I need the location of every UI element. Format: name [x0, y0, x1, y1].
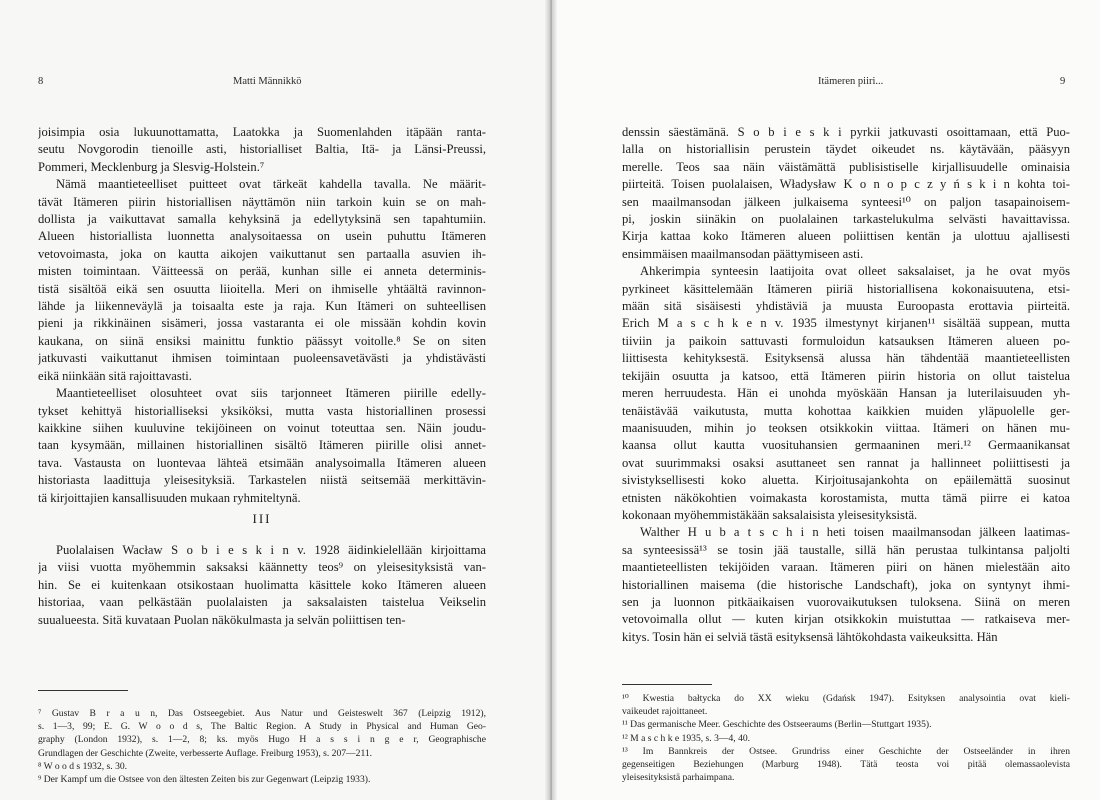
text-line: sen maailmansodan jälkeen julkaisema synteesi¹⁰ on paljon tasapainoisem- [622, 194, 1070, 209]
text-line: Pommeri, Mecklenburg ja Slesvig-Holstein.⁷ [38, 159, 265, 174]
footnote-line: ¹⁰ Kwestia bałtycka do XX wieku (Gdańsk 1947). Esityksen analysointia ovat kieli- [622, 693, 1070, 704]
footnote-rule [622, 684, 712, 685]
text-line: Nämä maantieteelliset puitteet ovat tärkeät kahdella tavalla. Ne määrit- [56, 177, 486, 192]
footnote-line: graphy (London 1932), s. 1—2, 8; ks. myös Hugo H a s s i n g e r, Geographische [38, 734, 486, 746]
footnote [38, 707, 486, 760]
text-line: misten toimintaan. Väitteessä on perää, kunhan sille ei anneta determinis- [38, 264, 486, 279]
text-line: denssin säestämänä. S o b i e s k i pyrkii jatkuvasti osoittamaan, että Puo- [622, 125, 1070, 139]
text-line: sen ja luonnon pitkäaikaisen vuorovaikutuksen tuloksena. Siinä on meren [622, 594, 1070, 609]
text-line: joisimpia osia lukuunottamatta, Laatokka ja Suomenlahden itäpään ranta- [38, 125, 486, 139]
text-line: maanisuuden, mihin jo teoksen otsikkokin viittaa. Itämeri on hänen mu- [622, 420, 1070, 435]
text-line: pi, joskin siinäkin on puolalainen tarkastelukulma selvästi havaittavissa. [622, 212, 1070, 227]
footnote [38, 760, 486, 773]
section-heading: III [252, 511, 272, 526]
text-line: vetovoimalla ollut — kuten kirjan otsikkokin muistuttaa — ratkaiseva mer- [622, 612, 1070, 627]
text-line: mään sitä sisäisesti yhdistäviä ja muusta Euroopasta erottavia piirteitä. [622, 299, 1070, 314]
footnote-line: yleisesityksistä parhaimpana. [622, 772, 735, 784]
footnote-line: Grundlagen der Geschichte (Zweite, verbesserte Auflage. Freiburg 1953), s. 207—211. [38, 747, 373, 759]
footnote-line: ¹¹ Das germanische Meer. Geschichte des Ostseeraums (Berlin—Stuttgart 1935). [622, 719, 932, 731]
footnote-rule [38, 690, 128, 691]
text-line: jatkuvasti vaikuttanut ihmisen toimintaan puoleensavetävästi ja yhdistävästi [38, 351, 486, 366]
text-line: piirteitä. Toisen puolalaisen, Władysław K o n o p c z y ń s k i n kohta toi- [622, 177, 1070, 192]
text-line: Erich M a s c h k e n v. 1935 ilmestynyt kirjanen¹¹ sisältää suppean, mutta [622, 316, 1070, 331]
text-line: tävät Itämeren piirin historiallisen näyttämön niin tarkoin kuin se on mah- [38, 194, 486, 209]
paragraph [38, 124, 486, 176]
book-gutter [545, 0, 557, 800]
footnote-line: vaikeudet rajoittaneet. [622, 706, 708, 718]
running-head: Itämeren piiri... [818, 76, 884, 87]
footnote-line: ⁷ Gustav B r a u n, Das Ostseegebiet. Aus Natur und Geisteswelt 367 (Leipzig 1912), [38, 708, 486, 719]
footnotes [622, 692, 1070, 784]
footnote [622, 692, 1070, 718]
text-line: kaukana, on siinä ensiksi mainittu funktio päässyt voitolle.⁸ Se on siten [38, 333, 486, 348]
page-number: 9 [1060, 76, 1066, 87]
text-line: ensimmäisen maailmansodan päättymiseen asti. [622, 246, 864, 261]
footnote-line: ⁹ Der Kampf um die Ostsee von den ältesten Zeiten bis zur Gegenwart (Leipzig 1933). [38, 774, 371, 786]
page-number: 8 [38, 76, 44, 87]
text-line: etnisten näkökohtien voimakasta korostamista, mutta tämä piirre ei katoa [622, 490, 1070, 505]
footnote [622, 732, 1070, 745]
text-line: seutu Novgorodin tienoille asti, historialliset Baltia, Itä- ja Länsi-Preussi, [38, 142, 486, 157]
text-line: kaikkine siihen kuuluvine tekijöineen on voinut toteuttaa sen. Näin joudu- [38, 420, 486, 435]
text-line: Maantieteelliset olosuhteet ovat siis tarjonneet Itämeren piirille edelly- [56, 386, 486, 401]
text-line: lalla on historiallisin perustein täydet oikeudet ns. käytävään, pääsyyn [622, 142, 1070, 157]
text-line: suualueesta. Sitä kuvataan Puolan näkökulmasta ja selvän poliittisen ten- [38, 612, 406, 627]
footnote-line: ¹² M a s c h k e 1935, s. 3—4, 40. [622, 732, 751, 744]
text-line: tykset kehittyä historialliseksi yksiköksi, mutta vasta historiallinen prosessi [38, 403, 486, 418]
footnote-line: ⁸ W o o d s 1932, s. 30. [38, 760, 128, 772]
footnote [622, 718, 1070, 731]
text-line: tava. Vastausta on luontevaa lähteä etsimään analysoimalla Itämeren alueen [38, 455, 486, 470]
text-line: Kirja kattaa koko Itämeren alueen poliittisen kentän ja ulottuu ajallisesti [622, 229, 1070, 244]
paragraph [622, 524, 1070, 646]
right-page [550, 0, 1100, 800]
text-line: kokonaan myöhemmistäkään saksalaisista yleisesityksistä. [622, 507, 918, 522]
text-line: merelle. Teos saa näin väistämättä publisistiselle kirjallisuudelle ominaisia [622, 159, 1070, 174]
text-line: ovat suurimmaksi osaksi asuttaneet sen rannat ja hallinneet poliittisesti ja [622, 455, 1070, 470]
text-line: maantieteellisten tekijöiden varaan. Itämeren piiri on hänen mielestään aito [622, 560, 1070, 575]
text-line: Ahkerimpia synteesin laatijoita ovat olleet saksalaiset, ja he ovat myös [640, 264, 1070, 279]
main-text [38, 124, 486, 507]
text-line: taan kysymään, millainen historiallinen sisältö Itämeren piirille olisi annet- [38, 438, 486, 453]
text-line: lähde ja liikenneväylä ja toisaalta este ja raja. Kun Itämeri on suhteellisen [38, 299, 486, 314]
text-line: liittisesta kehityksestä. Esityksensä alussa hän tähdentää maantieteellisten [622, 351, 1070, 366]
paragraph [622, 263, 1070, 524]
text-line: tiiviin ja paikoin sattuvasti formuloidun katsauksen Itämeren alueen po- [622, 333, 1070, 348]
text-line: historiasta laadittuja yleisesityksiä. Tarkastelen niistä seitsemää merkittävin- [38, 473, 486, 488]
text-line: tekijäin osuutta ja katsoo, että Itämeren piirin historia on ollut taistelua [622, 368, 1070, 383]
text-line: pieni ja rikkinäinen sisämeri, jossa vastaranta ei ole missään kohdin kovin [38, 316, 486, 331]
footnote [622, 745, 1070, 785]
paragraph [38, 176, 486, 385]
text-line: historiallinen maisema (die historische Landschaft), joka on syntynyt ihmi- [622, 577, 1070, 592]
main-text [622, 124, 1070, 646]
footnote-line: s. 1—3, 99; E. G. W o o d s, The Baltic Region. A Study in Physical and Human Geo- [38, 721, 486, 733]
paragraph [622, 124, 1070, 263]
text-line: sa synteesissä¹³ se tosin jää taustalle, sillä hän perustaa tulkintansa paljolti [622, 542, 1070, 557]
text-line: kaansa ollut kautta vuosituhansien germaaninen meri.¹² Germaanikansat [622, 438, 1070, 453]
running-head: Matti Männikkö [233, 76, 302, 87]
paragraph [38, 542, 486, 629]
footnote-line: ¹³ Im Bannkreis der Ostsee. Grundriss einer Geschichte der Ostseeländer in ihren [622, 745, 1070, 757]
text-line: Alueen historiallista luonnetta analysoitaessa on usein puhuttu Itämeren [38, 229, 486, 244]
text-line: Walther H u b a t s c h i n heti toisen maailmansodan jälkeen laatimas- [640, 525, 1070, 540]
text-line: tenäistävää vaikutusta, mutta kohottaa kaikkien muiden yläpuolelle ger- [622, 403, 1070, 418]
text-line: ja viisi vuotta myöhemmin saksaksi käännetty teos⁹ on yleisesityksistä van- [38, 560, 486, 575]
text-line: Puolalaisen Wacław S o b i e s k i n v. 1928 äidinkielellään kirjoittama [56, 543, 486, 557]
text-line: kitys. Tosin hän ei selviä tästä esityksensä lähtökohdasta vaikeuksitta. Hän [622, 629, 998, 644]
text-line: tistä sisältöä eikä sen osuutta liioitella. Meri on ihmiselle yhtäältä ravinnon- [38, 281, 486, 296]
text-line: hin. Se ei kuitenkaan otsikostaan huolimatta käsittele koko Itämeren alueen [38, 577, 486, 592]
text-line: dollista ja vaikuttavat samalla kehyksinä ja edellytyksinä sen tapahtumiin. [38, 212, 486, 227]
footnote [38, 773, 486, 786]
text-line: sivistyksellisesti koko aluetta. Kirjoitusajankohta on epäilemättä suosinut [622, 473, 1070, 488]
text-line: tä kirjoittajien kansallisuuden mukaan ryhmiteltynä. [38, 490, 301, 505]
paragraph [38, 385, 486, 507]
section-text [38, 542, 486, 629]
text-line: eikä niinkään sitä rajoittavasti. [38, 368, 192, 383]
text-line: meren herruudesta. Hän ei unohda myöskään Hansan ja luterilaisuuden yh- [622, 386, 1070, 401]
footnotes [38, 707, 486, 786]
text-line: historiaa, vaan pelkästään puolalaisten ja saksalaisten taistelua Veikselin [38, 595, 486, 610]
text-line: pyrkineet käsittelemään Itämeren piiriä historiallisena kokonaisuutena, etsi- [622, 281, 1070, 296]
footnote-line: gegenseitigen Beziehungen (Marburg 1948). Tätä teosta voi pitää olemassaolevista [622, 759, 1070, 771]
text-line: vetovoimasta, joka on kautta aikojen vaikuttanut sen partaalla asuvien ih- [38, 246, 486, 261]
